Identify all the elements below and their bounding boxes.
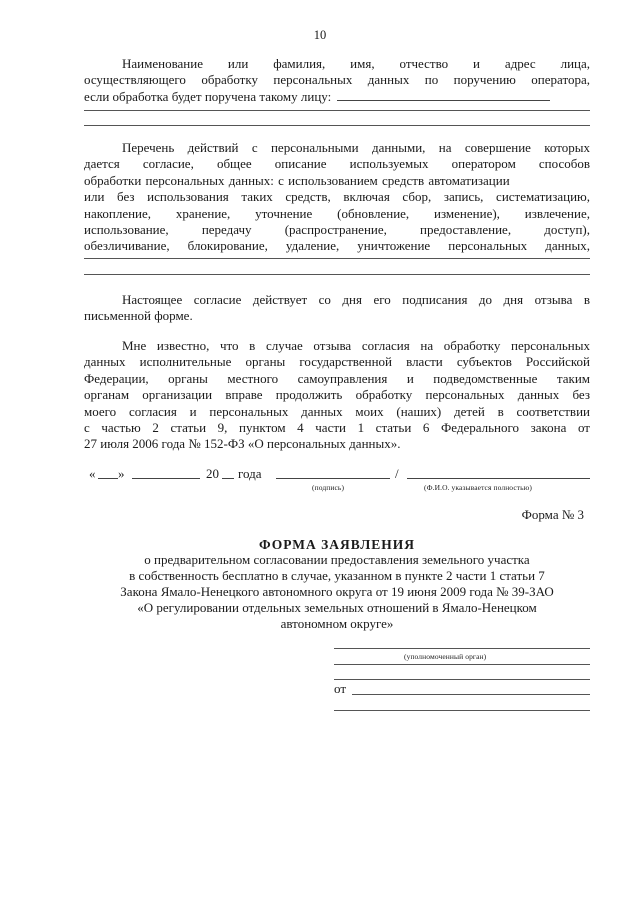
blank-line[interactable] bbox=[84, 110, 590, 111]
text-line: использование, передачу (распространение, предоставление, доступ), bbox=[84, 222, 590, 238]
year-field[interactable] bbox=[222, 467, 234, 479]
blank-line[interactable] bbox=[334, 664, 590, 665]
month-field[interactable] bbox=[132, 467, 200, 479]
actions-list-paragraph bbox=[84, 140, 590, 255]
withdrawal-paragraph bbox=[84, 338, 590, 453]
text-line: осуществляющего обработку персональных данных по поручению оператора, bbox=[84, 72, 590, 88]
slash: / bbox=[395, 466, 399, 481]
agent-name-field[interactable] bbox=[337, 89, 550, 101]
subtitle-line: автономном округе» bbox=[280, 616, 394, 631]
subtitle-line: Закона Ямало-Ненецкого автономного округа от 19 июня 2009 года № 39-ЗАО bbox=[120, 584, 554, 599]
text-line: письменной форме. bbox=[84, 308, 193, 324]
text-line: обезличивание, блокирование, удаление, уничтожение персональных данных, bbox=[84, 238, 590, 254]
quote-close: » bbox=[118, 466, 125, 481]
operator-agent-paragraph bbox=[84, 56, 590, 105]
quote-open: « bbox=[89, 466, 96, 481]
text-line: Наименование или фамилия, имя, отчество и адрес лица, bbox=[122, 56, 590, 71]
full-name-caption: (Ф.И.О. указывается полностью) bbox=[424, 483, 532, 492]
authority-field[interactable] bbox=[334, 648, 590, 649]
text-line: Федерации, органы местного самоуправления и подведомственные таким bbox=[84, 370, 590, 386]
text-line: Мне известно, что в случае отзыва согласия на обработку персональных bbox=[122, 338, 590, 353]
subtitle-line: в собственность бесплатно в случае, указанном в пункте 2 части 1 статьи 7 bbox=[129, 568, 545, 583]
text-line: 27 июля 2006 года № 152-ФЗ «О персональных данных». bbox=[84, 436, 401, 452]
text-line: органам организации вправе продолжить обработку персональных данных без bbox=[84, 387, 590, 403]
form-number-label: Форма № 3 bbox=[521, 507, 584, 522]
text-line: накопление, хранение, уточнение (обновление, изменение), извлечение, bbox=[84, 205, 590, 221]
page-number: 10 bbox=[313, 28, 327, 42]
from-label: от bbox=[334, 681, 347, 696]
full-name-field[interactable] bbox=[407, 467, 590, 479]
subtitle-line: «О регулировании отдельных земельных отношений в Ямало-Ненецком bbox=[137, 600, 537, 615]
text-line: если обработка будет поручена такому лицу: bbox=[84, 88, 332, 104]
text-line: дается согласие, общее описание используемых оператором способов bbox=[84, 156, 590, 172]
day-field[interactable] bbox=[98, 467, 118, 479]
applicant-field[interactable] bbox=[352, 694, 590, 695]
blank-line[interactable] bbox=[84, 274, 590, 275]
authority-caption: (уполномоченный орган) bbox=[404, 652, 487, 661]
blank-line[interactable] bbox=[84, 125, 590, 126]
form-subtitle bbox=[84, 552, 590, 632]
text-line: с частью 2 статьи 9, пунктом 4 части 1 статьи 6 Федерального закона от bbox=[84, 420, 590, 436]
subtitle-line: о предварительном согласовании предоставления земельного участка bbox=[144, 552, 530, 567]
text-line-with-field bbox=[84, 89, 590, 105]
text-line: Перечень действий с персональными данными, на совершение которых bbox=[122, 140, 590, 155]
text-line: Настоящее согласие действует со дня его подписания до дня отзыва в bbox=[122, 292, 590, 307]
signature-field[interactable] bbox=[276, 467, 390, 479]
year-prefix: 20 bbox=[206, 466, 219, 481]
validity-paragraph bbox=[84, 292, 590, 325]
text-line: обработки персональных данных: с использованием средств автоматизации bbox=[84, 172, 510, 188]
text-line: или без использования таких средств, включая сбор, запись, систематизацию, bbox=[84, 189, 590, 205]
signature-caption: (подпись) bbox=[312, 483, 345, 492]
form-title: ФОРМА ЗАЯВЛЕНИЯ bbox=[258, 537, 416, 552]
text-line: моего согласия и персональных данных моих (наших) детей в соответствии bbox=[84, 403, 590, 419]
text-line: данных исполнительные органы государственной власти субъектов Российской bbox=[84, 354, 590, 370]
blank-line[interactable] bbox=[334, 710, 590, 711]
blank-line[interactable] bbox=[334, 679, 590, 680]
year-suffix: года bbox=[238, 466, 262, 481]
blank-line[interactable] bbox=[84, 258, 590, 259]
